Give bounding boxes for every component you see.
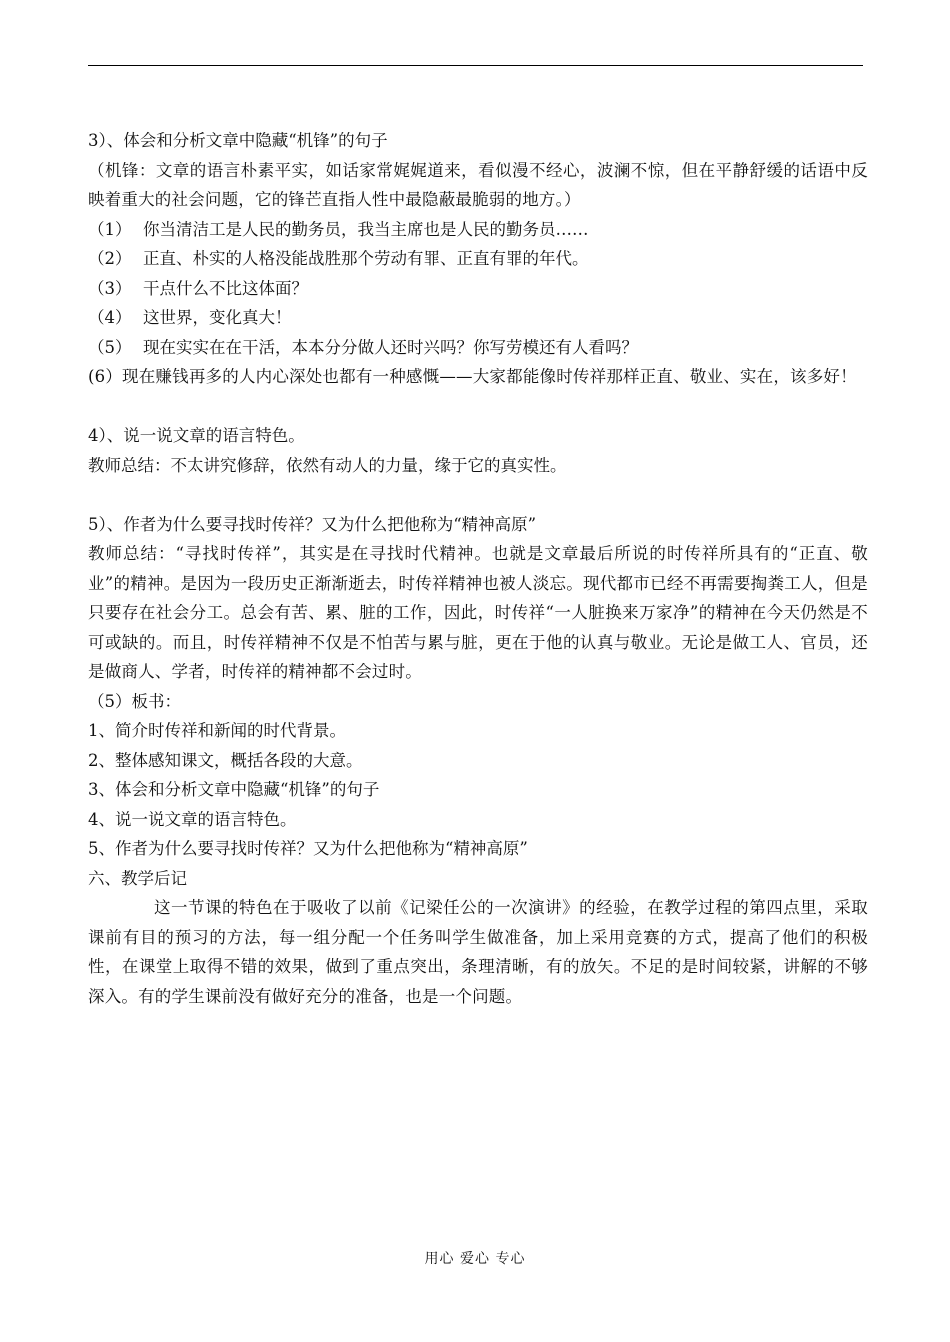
header-rule [88,65,863,66]
item-number: （5） [88,337,132,357]
list-item [88,333,868,363]
item-number: （4） [88,308,132,327]
spacer [88,480,868,510]
postscript-body: 这一节课的特色在于吸收了以前《记梁任公的一次演讲》的经验，在教学过程的第四点里，采取课前有目的预习的方法，每一组分配一个任务叫学生做准备，加上采用竞赛的方式，提高了他们的积极性，在课堂上取得不错的效果，做到了重点突出，条理清晰，有的放矢。不足的是时间较紧，讲解的不够深入。有的学生课前没有做好充分的准备，也是一个问题。 [88,898,868,1006]
list-item [88,215,868,245]
postscript-heading: 六、教学后记 [88,868,187,888]
item-text: 现在实实在在干活，本本分分做人还时兴吗？你写劳模还有人看吗？ [143,337,638,357]
list-item [88,274,868,304]
section3-note: （机锋：文章的语言朴素平实，如话家常娓娓道来，看似漫不经心，波澜不惊，但在平静舒缓的话语中反映着重大的社会问题，它的锋芒直指人性中最隐蔽最脆弱的地方。） [88,160,868,209]
page-footer: 用心 爱心 专心 [424,1251,526,1267]
section5-heading: 5）、作者为什么要寻找时传祥？又为什么把他称为“精神高原” [88,514,537,534]
list-item [88,303,868,333]
spacer [88,392,868,422]
section4-summary: 教师总结：不太讲究修辞，依然有动人的力量，缘于它的真实性。 [88,455,567,475]
board-item: 4、说一说文章的语言特色。 [88,809,297,829]
section5-summary: 教师总结：“寻找时传祥”，其实是在寻找时代精神。也就是文章最后所说的时传祥所具有的“正直、敬业”的精神。是因为一段历史正渐渐逝去，时传祥精神也被人淡忘。现代都市已经不再需要掏粪工人，但是只要存在社会分工。总会有苦、累、脏的工作，因此，时传祥“一人脏换来万家净”的精神在今天仍然是不可或缺的。而且，时传祥精神不仅是不怕苦与累与脏，更在于他的认真与敬业。无论是做工人、官员，还是做商人、学者，时传祥的精神都不会过时。 [88,544,868,681]
list-item [88,244,868,274]
board-item: 3、体会和分析文章中隐藏“机锋”的句子 [88,780,380,799]
board-heading: （5）板书： [88,691,181,711]
item-number: （2） [88,249,132,268]
item-text: 你当清洁工是人民的勤务员，我当主席也是人民的勤务员…… [143,219,589,239]
section3-heading: 3）、体会和分析文章中隐藏“机锋”的句子 [88,131,388,150]
item-number: （3） [88,278,132,298]
item-text: 正直、朴实的人格没能战胜那个劳动有罪、正直有罪的年代。 [143,249,589,268]
section4-heading: 4）、说一说文章的语言特色。 [88,426,305,445]
board-item: 5、作者为什么要寻找时传祥？又为什么把他称为“精神高原” [88,839,528,858]
item-number: （1） [88,219,132,239]
board-item: 2、整体感知课文，概括各段的大意。 [88,750,363,770]
document-body [88,126,868,1011]
list-item-6: (6）现在赚钱再多的人内心深处也都有一种感慨——大家都能像时传祥那样正直、敬业、实在，该多好！ [88,367,857,386]
board-item: 1、简介时传祥和新闻的时代背景。 [88,721,346,740]
item-text: 干点什么不比这体面？ [143,278,308,298]
item-text: 这世界，变化真大！ [143,308,292,327]
